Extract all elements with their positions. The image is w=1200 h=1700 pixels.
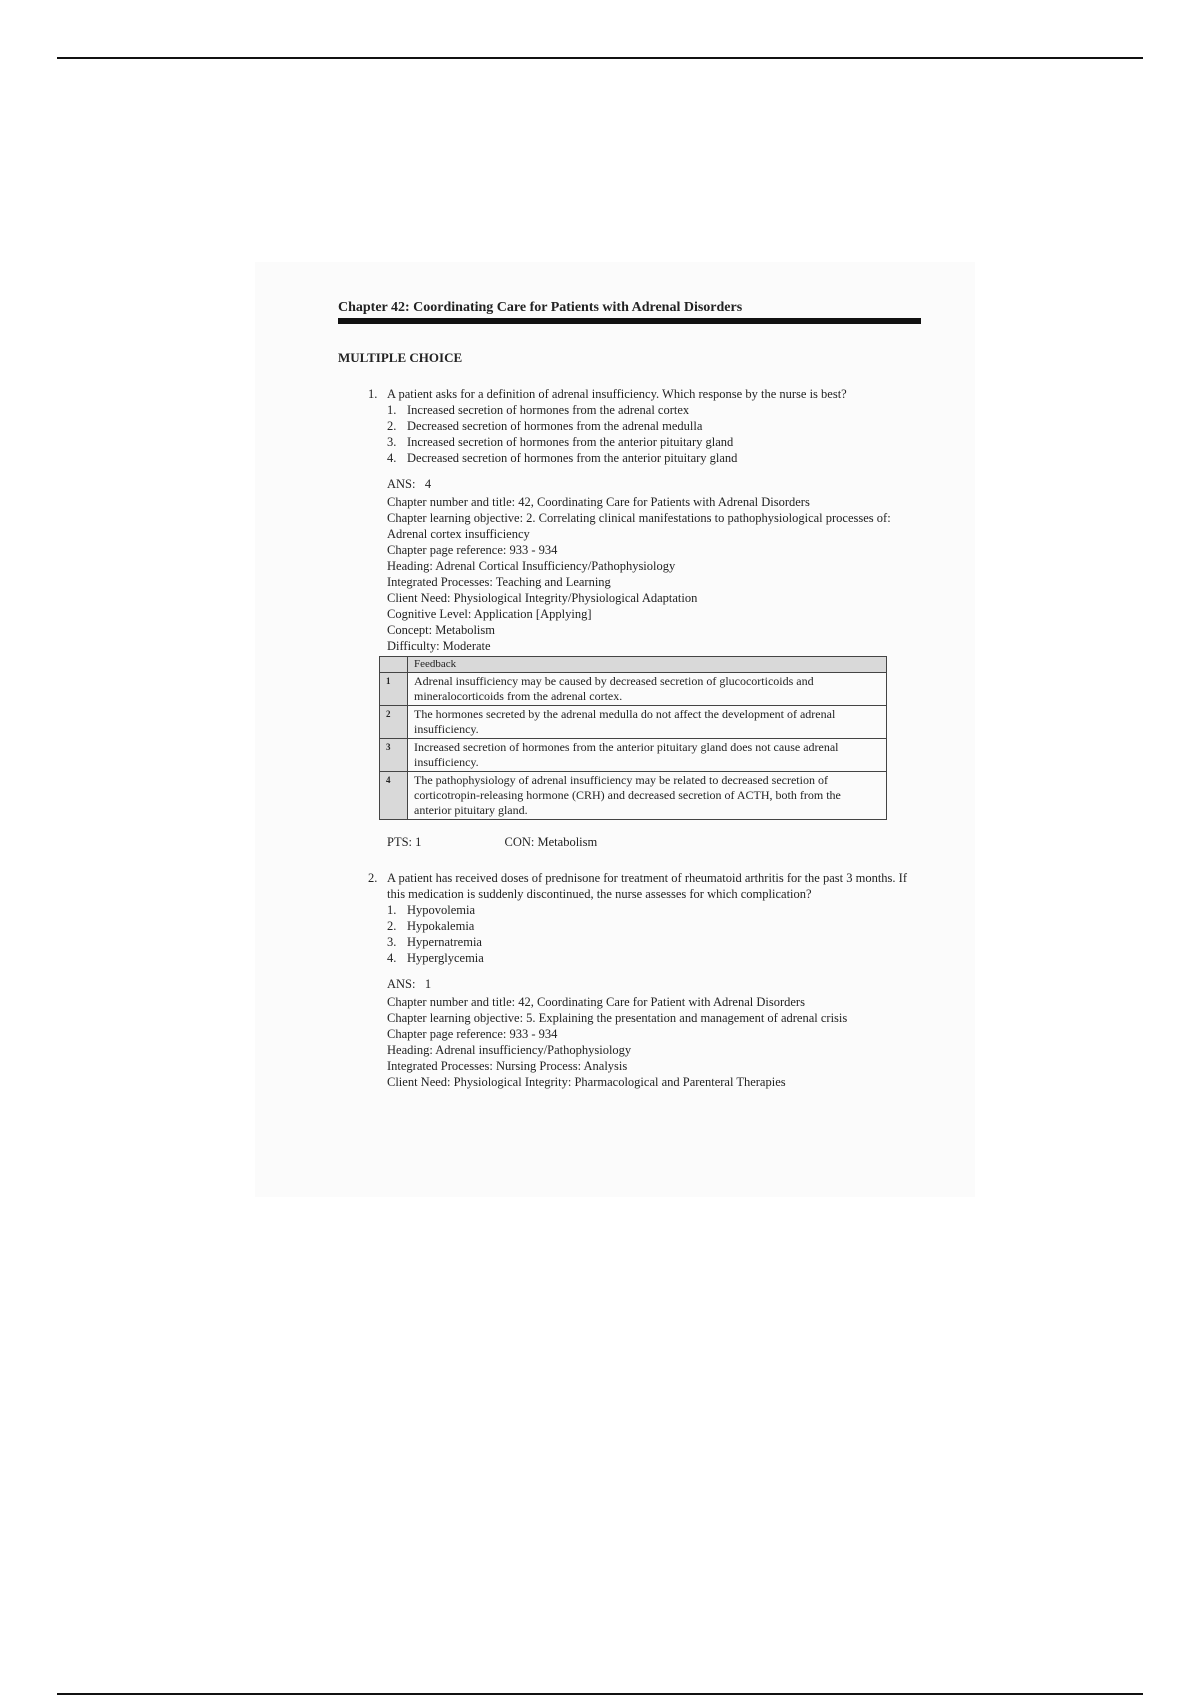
title-underline: [338, 318, 921, 324]
table-row: [380, 706, 887, 739]
scanned-page: [255, 262, 975, 1197]
feedback-number: 4: [380, 772, 408, 820]
question-metadata: [387, 494, 928, 654]
option-list: [387, 902, 928, 966]
meta-line: Chapter learning objective: 2. Correlating clinical manifestations to pathophysiological processes of: Adrenal cortex insufficiency: [387, 511, 891, 541]
answer-value: 4: [424, 477, 432, 491]
meta-line: Cognitive Level: Application [Applying]: [387, 607, 592, 621]
answer-line: ANS: 1: [387, 977, 432, 991]
feedback-header: Feedback: [408, 657, 887, 673]
question-metadata: [387, 994, 928, 1090]
question-stem: A patient asks for a definition of adrenal insufficiency. Which response by the nurse is best?: [387, 387, 847, 401]
document-body: [338, 299, 928, 1090]
meta-line: Chapter number and title: 42, Coordinating Care for Patients with Adrenal Disorders: [387, 495, 810, 509]
option-item: 1. Increased secretion of hormones from the adrenal cortex: [387, 403, 690, 417]
question-2: [338, 870, 928, 1090]
question-1: [338, 386, 928, 850]
option-item: 2. Decreased secretion of hormones from the adrenal medulla: [387, 419, 703, 433]
meta-line: Integrated Processes: Teaching and Learning: [387, 575, 611, 589]
meta-line: Client Need: Physiological Integrity/Physiological Adaptation: [387, 591, 698, 605]
feedback-text: The hormones secreted by the adrenal medulla do not affect the development of adrenal insufficiency.: [408, 706, 887, 739]
option-item: 1. Hypovolemia: [387, 903, 476, 917]
question-number: 2.: [368, 871, 378, 885]
option-item: 4. Hyperglycemia: [387, 951, 484, 965]
chapter-title: Chapter 42: Coordinating Care for Patients with Adrenal Disorders: [338, 300, 743, 315]
feedback-text: Increased secretion of hormones from the anterior pituitary gland does not cause adrenal insufficiency.: [408, 739, 887, 772]
section-heading: MULTIPLE CHOICE: [338, 350, 463, 365]
option-item: 4. Decreased secretion of hormones from the anterior pituitary gland: [387, 451, 738, 465]
feedback-number: 1: [380, 673, 408, 706]
meta-line: Difficulty: Moderate: [387, 639, 491, 653]
feedback-header-row: [380, 657, 887, 673]
meta-line: Chapter number and title: 42, Coordinating Care for Patient with Adrenal Disorders: [387, 995, 805, 1009]
meta-line: Client Need: Physiological Integrity: Pharmacological and Parenteral Therapies: [387, 1075, 786, 1089]
answer-value: 1: [424, 977, 432, 991]
concept: CON: Metabolism: [504, 835, 598, 849]
feedback-number: 2: [380, 706, 408, 739]
table-row: [380, 739, 887, 772]
option-item: 2. Hypokalemia: [387, 919, 475, 933]
option-item: 3. Increased secretion of hormones from the anterior pituitary gland: [387, 435, 734, 449]
meta-line: Integrated Processes: Nursing Process: Analysis: [387, 1059, 628, 1073]
meta-line: Heading: Adrenal insufficiency/Pathophysiology: [387, 1043, 632, 1057]
meta-line: Heading: Adrenal Cortical Insufficiency/Pathophysiology: [387, 559, 676, 573]
question-number: 1.: [368, 387, 378, 401]
points-line: [387, 834, 928, 850]
option-list: [387, 402, 928, 466]
points: PTS: 1: [387, 835, 422, 849]
option-item: 3. Hypernatremia: [387, 935, 482, 949]
table-row: [380, 772, 887, 820]
question-stem: A patient has received doses of prednisone for treatment of rheumatoid arthritis for the past 3 months. If this medication is suddenly discontinued, the nurse assesses for which complication?: [387, 871, 907, 901]
meta-line: Chapter page reference: 933 - 934: [387, 1027, 558, 1041]
page-top-rule: [57, 57, 1143, 59]
feedback-table: [379, 656, 887, 820]
table-row: [380, 673, 887, 706]
page-bottom-rule: [57, 1693, 1143, 1695]
feedback-text: Adrenal insufficiency may be caused by decreased secretion of glucocorticoids and mineralocorticoids from the adrenal cortex.: [408, 673, 887, 706]
meta-line: Concept: Metabolism: [387, 623, 495, 637]
feedback-number: 3: [380, 739, 408, 772]
answer-line: ANS: 4: [387, 477, 432, 491]
meta-line: Chapter learning objective: 5. Explaining the presentation and management of adrenal crisis: [387, 1011, 848, 1025]
meta-line: Chapter page reference: 933 - 934: [387, 543, 558, 557]
feedback-text: The pathophysiology of adrenal insufficiency may be related to decreased secretion of corticotropin-releasing hormone (CRH) and decreased secretion of ACTH, both from the anterior pituitary gland.: [408, 772, 887, 820]
